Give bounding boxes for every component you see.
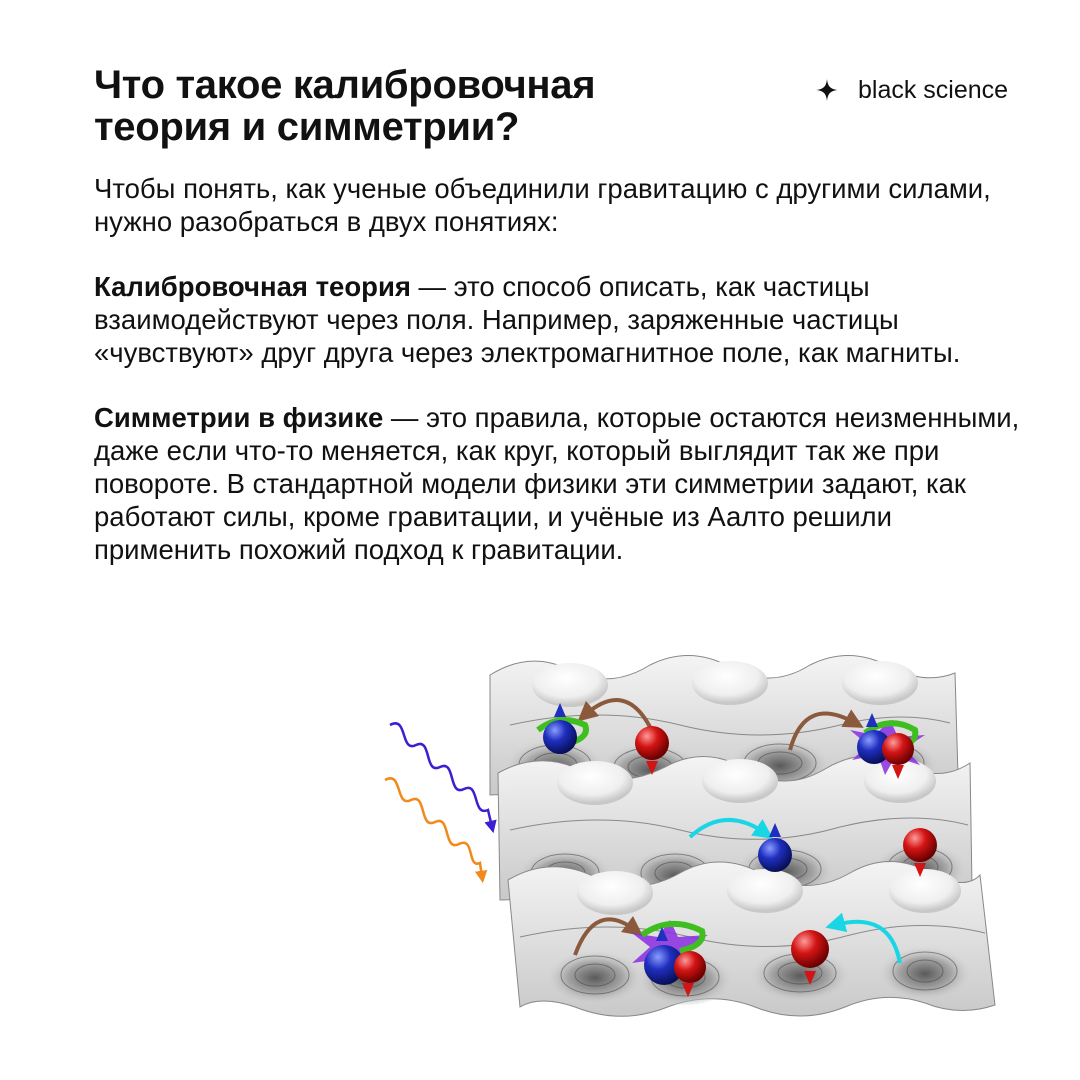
sparkle-icon — [816, 79, 838, 101]
article-body — [94, 172, 1024, 598]
page-title — [94, 64, 774, 148]
brand-name: black science — [858, 75, 1009, 104]
title-line-1: Что такое калибровочная — [94, 63, 596, 107]
gauge-definition: — это способ описать, как частицы взаимодействуют через поля. Например, заряженные частицы «чувствуют» друг друга через электромагнитное поле, как магниты. — [94, 271, 961, 368]
symmetry-definition: — это правила, которые остаются неизменными, даже если что-то меняется, как круг, который выглядит так же при повороте. В стандартной модели физики эти симметрии задают, как работают силы, кроме гравитации, и учёные из Аалто решили применить похожий подход к гравитации. — [94, 402, 1020, 565]
gauge-term: Калибровочная теория — [94, 271, 411, 302]
wave-purple — [390, 723, 492, 827]
lattice-illustration — [380, 645, 1000, 1065]
symmetry-paragraph — [94, 401, 1024, 566]
gauge-paragraph — [94, 270, 1024, 369]
brand — [816, 74, 1008, 106]
wave-orange — [385, 778, 482, 877]
intro-paragraph: Чтобы понять, как ученые объединили гравитацию с другими силами, нужно разобраться в двух понятиях: — [94, 173, 991, 237]
title-line-2: теория и симметрии? — [94, 105, 520, 149]
symmetry-term: Симметрии в физике — [94, 402, 384, 433]
